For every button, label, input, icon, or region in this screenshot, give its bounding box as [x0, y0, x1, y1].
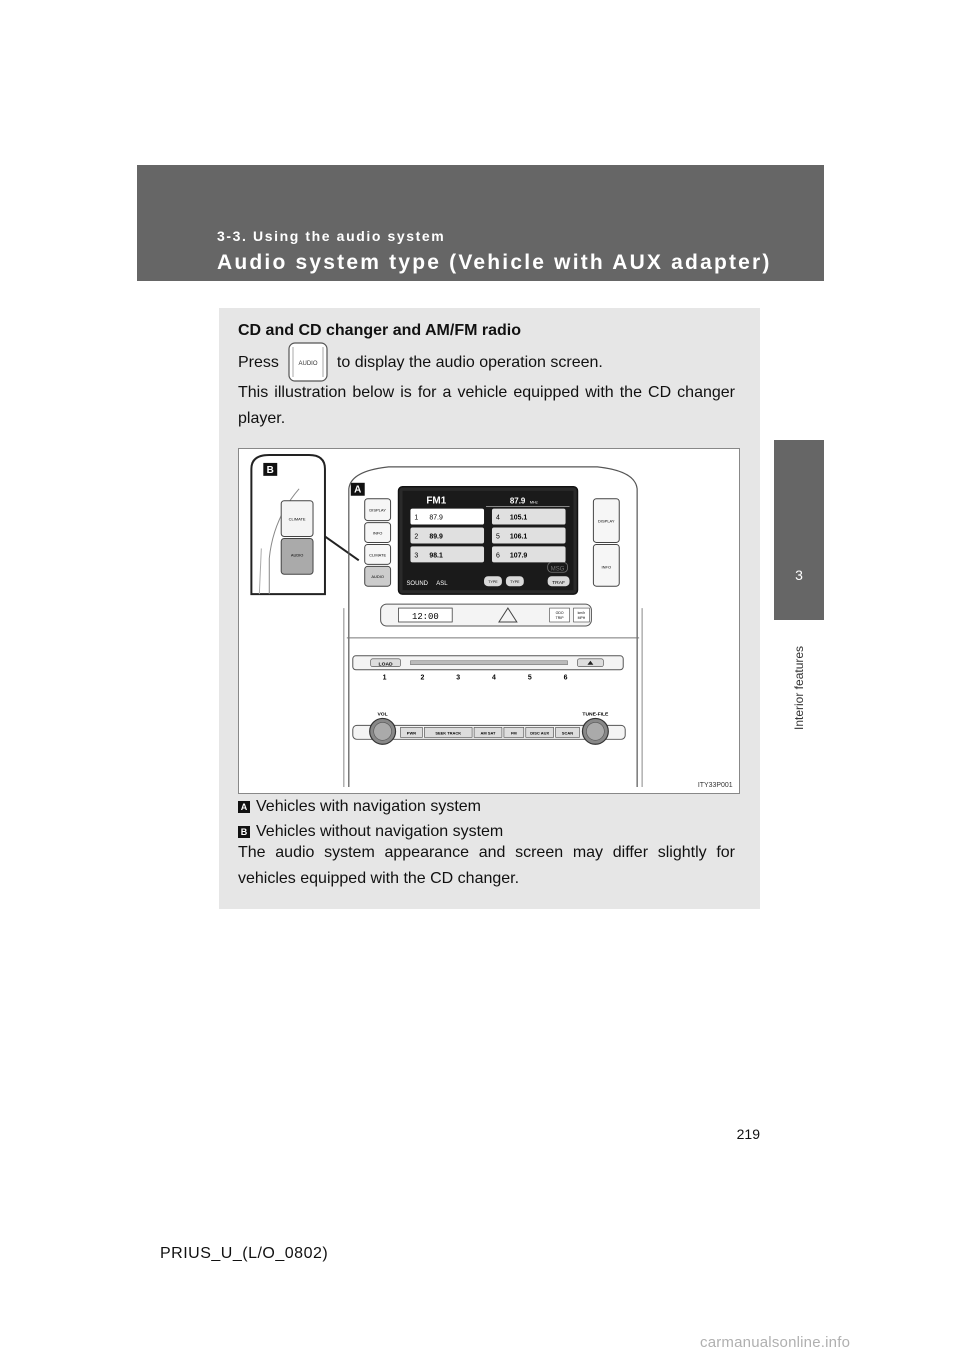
svg-text:106.1: 106.1 [509, 533, 528, 541]
legend-item-a [238, 798, 481, 816]
svg-text:CLIMATE: CLIMATE [288, 516, 306, 522]
svg-text:TRAF: TRAF [552, 581, 566, 587]
info-box [219, 308, 760, 909]
svg-text:MPH: MPH [577, 616, 586, 621]
page-title: Audio system type (Vehicle with AUX adapter) [217, 251, 772, 274]
page-number: 219 [736, 1126, 760, 1142]
svg-text:CLIMATE: CLIMATE [369, 552, 387, 558]
svg-text:SOUND: SOUND [406, 581, 428, 588]
svg-text:4: 4 [495, 514, 500, 522]
svg-text:5: 5 [495, 533, 500, 541]
svg-text:105.1: 105.1 [509, 514, 528, 522]
legend-b-text: Vehicles without navigation system [256, 823, 504, 840]
legend-item-b [238, 823, 503, 841]
navigation-screen [399, 487, 578, 594]
svg-text:TRIP: TRIP [555, 616, 564, 621]
svg-text:TYPE: TYPE [510, 580, 520, 585]
svg-text:LOAD: LOAD [378, 662, 393, 668]
chapter-tab [774, 440, 824, 620]
svg-text:5: 5 [527, 674, 532, 682]
svg-text:km/h: km/h [577, 611, 586, 616]
svg-text:TUNE-FILE: TUNE-FILE [582, 712, 609, 718]
svg-text:2: 2 [414, 533, 419, 541]
document-code: PRIUS_U_(L/O_0802) [160, 1245, 329, 1262]
svg-text:87.9: 87.9 [509, 496, 526, 506]
svg-text:AUDIO: AUDIO [371, 574, 384, 580]
chapter-number: 3 [795, 567, 803, 583]
svg-text:B: B [266, 464, 274, 476]
svg-text:TYPE: TYPE [488, 580, 498, 585]
svg-text:AUDIO: AUDIO [290, 552, 304, 558]
press-suffix: to display the audio operation screen. [336, 354, 603, 371]
svg-text:DISC AUX: DISC AUX [530, 730, 550, 736]
audio-button-icon [287, 341, 329, 383]
badge-b: B [238, 826, 250, 838]
illustration-code: ITY33P001 [697, 782, 733, 790]
watermark: carmanualsonline.info [700, 1334, 851, 1351]
svg-text:3: 3 [414, 552, 419, 560]
note-text: The audio system appearance and screen may differ slightly for vehicles equipped with the CD changer. [238, 844, 735, 887]
svg-text:98.1: 98.1 [429, 552, 443, 560]
svg-text:AM SAT: AM SAT [480, 730, 496, 736]
svg-text:DISPLAY: DISPLAY [598, 518, 615, 524]
svg-text:1: 1 [414, 514, 419, 522]
svg-text:2: 2 [420, 674, 425, 682]
section-header [137, 165, 824, 281]
svg-text:FM: FM [510, 730, 517, 736]
svg-text:107.9: 107.9 [509, 552, 528, 560]
svg-text:4: 4 [492, 674, 496, 682]
svg-text:MHz: MHz [529, 499, 538, 505]
svg-text:SCAN: SCAN [561, 730, 574, 736]
audio-key-label: AUDIO [298, 360, 318, 367]
section-label: 3-3. Using the audio system [217, 228, 446, 244]
right-buttons-a [593, 499, 619, 586]
press-prefix: Press [238, 354, 279, 371]
chapter-label-text: Interior features [792, 645, 806, 730]
svg-text:FM1: FM1 [426, 495, 447, 507]
svg-text:INFO: INFO [601, 564, 612, 570]
svg-text:87.9: 87.9 [429, 514, 443, 522]
audio-system-illustration [238, 448, 740, 794]
svg-text:3: 3 [456, 674, 461, 682]
svg-text:89.9: 89.9 [429, 533, 443, 541]
chapter-label [787, 645, 811, 730]
svg-text:6: 6 [563, 674, 568, 682]
svg-text:INFO: INFO [372, 530, 383, 536]
press-instruction [238, 350, 735, 376]
svg-text:VOL: VOL [377, 712, 388, 718]
svg-text:ODO: ODO [555, 611, 564, 616]
intro-text: This illustration below is for a vehicle equipped with the CD changer player. [238, 384, 735, 427]
svg-text:ASL: ASL [436, 581, 448, 588]
svg-text:1: 1 [382, 674, 387, 682]
svg-text:A: A [354, 484, 362, 496]
svg-text:SEEK TRACK: SEEK TRACK [435, 730, 462, 736]
svg-text:PWR: PWR [406, 730, 417, 736]
svg-text:MSG: MSG [550, 566, 565, 573]
svg-text:6: 6 [495, 552, 500, 560]
box-heading: CD and CD changer and AM/FM radio [238, 322, 521, 339]
svg-text:DISPLAY: DISPLAY [369, 507, 386, 513]
badge-a: A [238, 801, 250, 813]
legend-a-text: Vehicles with navigation system [256, 798, 481, 815]
left-buttons-a [365, 499, 391, 586]
svg-text:12:00: 12:00 [411, 612, 439, 623]
